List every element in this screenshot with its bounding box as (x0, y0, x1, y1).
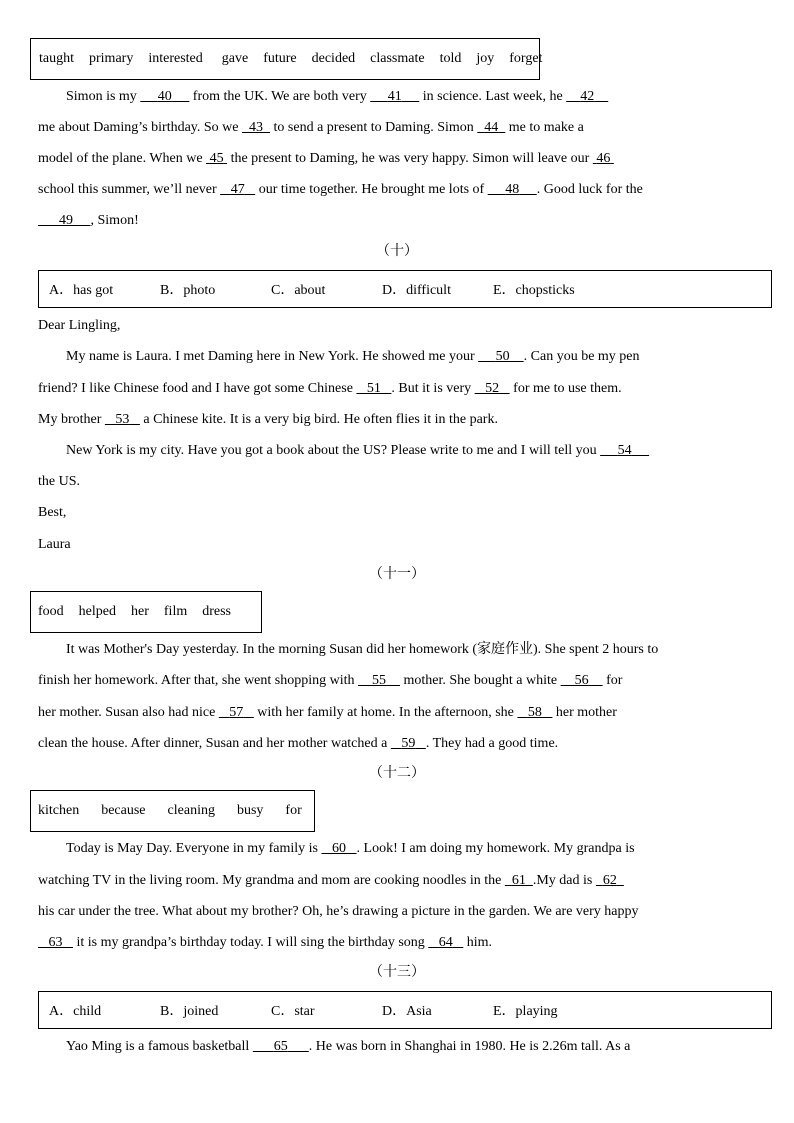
word-bank-box (30, 38, 543, 80)
passage-line: her mother. Susan also had nice 57 with her family at home. In the afternoon, she 58 her mother (38, 703, 750, 723)
passage-line: Yao Ming is a famous basketball 65 . He was born in Shanghai in 1980. He is 2.26m tall. As a (66, 1037, 750, 1057)
blank-53: 53 (115, 412, 130, 427)
blank-64: 64 (438, 935, 453, 950)
passage-line: watching TV in the living room. My grandma and mom are cooking noodles in the 61 .My dad is 62 (38, 871, 750, 891)
blank-52: 52 (485, 381, 500, 396)
option-item: D．difficult (382, 283, 451, 298)
option-item: D．Asia (382, 1004, 432, 1019)
passage-line: the US. (38, 474, 80, 489)
option-item: C．star (271, 1004, 315, 1019)
blank-57: 57 (229, 705, 244, 720)
blank-49: 49 (59, 213, 73, 228)
blank-43: 43 (249, 120, 264, 135)
blank-61: 61 (511, 873, 526, 888)
blank-62: 62 (602, 873, 617, 888)
blank-50: 50 (495, 349, 510, 364)
blank-55: 55 (372, 673, 387, 688)
word-bank-item: primary (89, 51, 134, 66)
blank-56: 56 (574, 673, 589, 688)
passage-line: model of the plane. When we 45 the present to Daming, he was very happy. Simon will leave our 46 (38, 149, 750, 169)
word-bank-item: future (263, 51, 297, 66)
word-bank-item: because (101, 803, 146, 818)
blank-51: 51 (366, 381, 381, 396)
passage-line: me about Daming’s birthday. So we 43 to send a present to Daming. Simon 44 me to make a (38, 118, 750, 138)
option-item: B．photo (160, 283, 216, 298)
passage-line: Today is May Day. Everyone in my family is 60 . Look! I am doing my homework. My grandpa is (66, 839, 750, 859)
blank-65: 65 (273, 1039, 288, 1054)
word-bank-item: dress (202, 604, 232, 619)
blank-59: 59 (401, 736, 416, 751)
passage-line: New York is my city. Have you got a book about the US? Please write to me and I will tell you 54 (66, 441, 750, 461)
word-bank-box (30, 790, 315, 832)
letter-signature: Laura (38, 537, 71, 552)
blank-58: 58 (527, 705, 542, 720)
blank-54: 54 (617, 443, 632, 458)
blank-41: 41 (387, 89, 402, 104)
passage-line: school this summer, we’ll never 47 our time together. He brought me lots of 48 . Good luck for the (38, 180, 750, 200)
blank-45: 45 (209, 151, 224, 166)
word-bank-item: decided (311, 51, 356, 66)
passage-line: My name is Laura. I met Daming here in New York. He showed me your 50 . Can you be my pen (66, 347, 750, 367)
word-bank-item: gave (221, 51, 249, 66)
blank-46: 46 (596, 151, 611, 166)
word-bank-item: joy (476, 51, 495, 66)
blank-47: 47 (230, 182, 245, 197)
option-item: E．playing (493, 1004, 558, 1019)
passage-line: It was Mother's Day yesterday. In the morning Susan did her homework (家庭作业). She spent 2 hours to (66, 642, 659, 657)
options-box (38, 270, 772, 308)
word-bank-item: kitchen (38, 803, 80, 818)
word-bank-item: forget (509, 51, 543, 66)
passage-line: clean the house. After dinner, Susan and her mother watched a 59 . They had a good time. (38, 734, 750, 754)
blank-48: 48 (505, 182, 520, 197)
word-bank-item: cleaning (167, 803, 215, 818)
word-bank-item: film (163, 604, 188, 619)
word-bank-item: for (285, 803, 302, 818)
option-item: B．joined (160, 1004, 219, 1019)
passage-line: My brother 53 a Chinese kite. It is a very big bird. He often flies it in the park. (38, 410, 750, 430)
blank-60: 60 (332, 841, 347, 856)
letter-greeting: Dear Lingling, (38, 318, 121, 333)
section-heading: （十） (376, 244, 418, 259)
blank-44: 44 (484, 120, 499, 135)
passage-line: his car under the tree. What about my brother? Oh, he’s drawing a picture in the garden. We are very happy (38, 904, 639, 919)
passage-line: 63 it is my grandpa’s birthday today. I will sing the birthday song 64 him. (38, 933, 750, 953)
letter-closing: Best, (38, 505, 67, 520)
passage-line: friend? I like Chinese food and I have got some Chinese 51 . But it is very 52 for me to use them. (38, 379, 750, 399)
word-bank-item: taught (39, 51, 74, 66)
word-bank-item: her (131, 604, 149, 619)
blank-40: 40 (157, 89, 172, 104)
word-bank-item: told (439, 51, 462, 66)
blank-42: 42 (580, 89, 595, 104)
word-bank-item: food (38, 604, 64, 619)
word-bank-item: busy (236, 803, 264, 818)
word-bank-item: classmate (370, 51, 425, 66)
section-heading: （十二） (369, 766, 425, 781)
passage-line: finish her homework. After that, she went shopping with 55 mother. She bought a white 56 for (38, 671, 750, 691)
option-item: A．has got (49, 283, 114, 298)
options-box (38, 991, 772, 1029)
blank-63: 63 (48, 935, 63, 950)
section-heading: （十三） (369, 965, 425, 980)
word-bank-item: helped (78, 604, 116, 619)
section-heading: （十一） (369, 567, 425, 582)
option-item: C．about (271, 283, 326, 298)
word-bank-box (30, 591, 262, 633)
passage-line: 49 , Simon! (38, 211, 750, 231)
word-bank-item: interested (148, 51, 203, 66)
option-item: A．child (49, 1004, 102, 1019)
option-item: E．chopsticks (493, 283, 575, 298)
passage-line: Simon is my 40 from the UK. We are both very 41 in science. Last week, he 42 (66, 87, 754, 107)
